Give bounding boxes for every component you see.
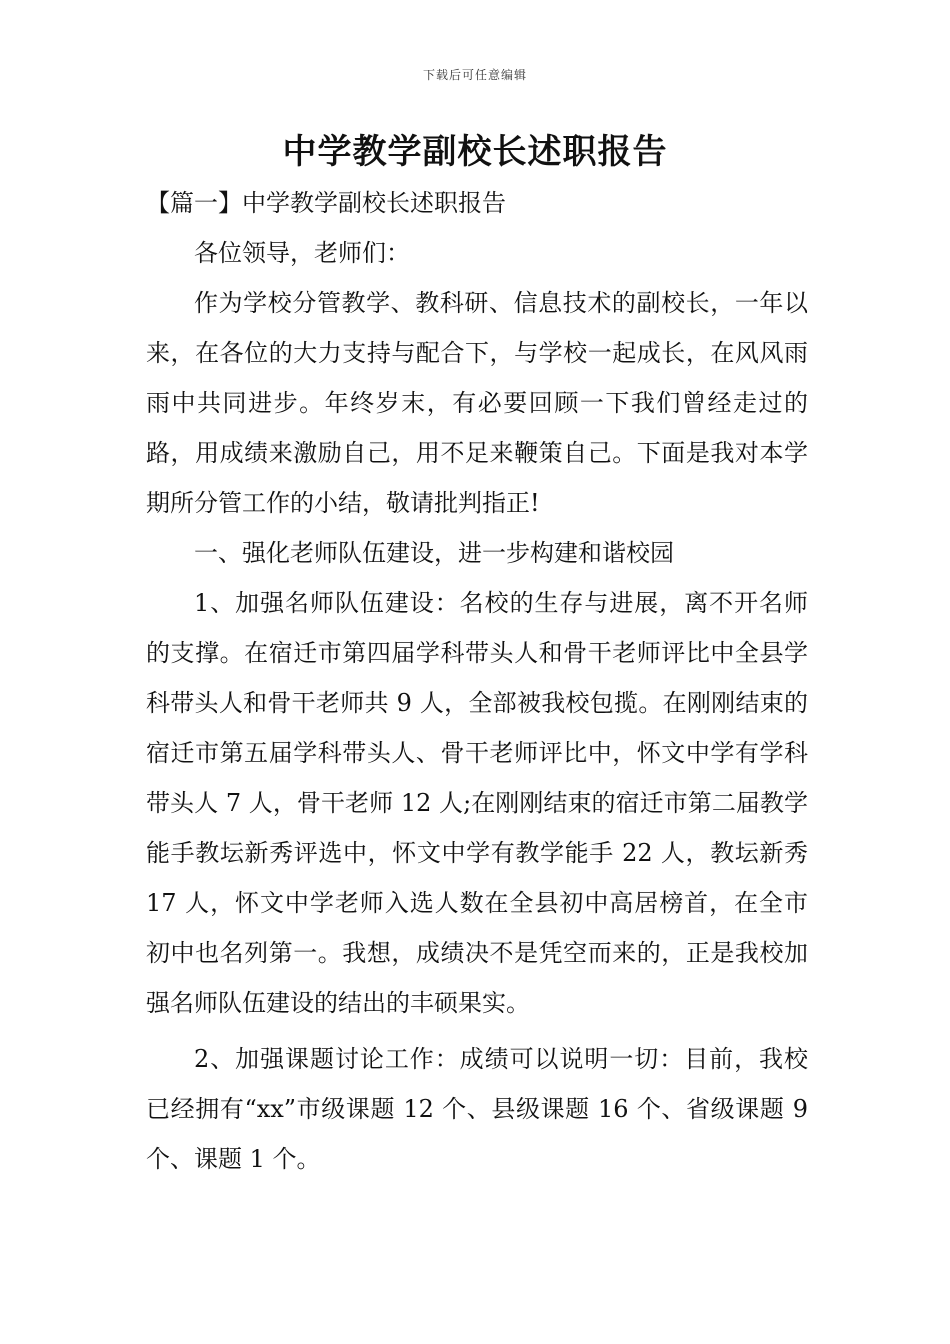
body-paragraph: 1、加强名师队伍建设：名校的生存与进展，离不开名师的支撑。在宿迁市第四届学科带头人和骨干老师评比中全县学科带头人和骨干老师共 9 人，全部被我校包揽。在刚刚结束的宿迁市第五届学科带头人、骨干老师评比中，怀文中学有学科带头人 7 人，骨干老师 12 人;在刚刚结束的宿迁市第二届教学能手教坛新秀评选中，怀文中学有教学能手 22 人，教坛新秀 17 人，怀文中学老师入选人数在全县初中高居榜首，在全市初中也名列第一。我想，成绩决不是凭空而来的，正是我校加强名师队伍建设的结出的丰硕果实。 [146,589,808,1017]
section-heading: 【篇一】中学教学副校长述职报告 [146,189,506,217]
body-paragraph: 作为学校分管教学、教科研、信息技术的副校长，一年以来，在各位的大力支持与配合下，与学校一起成长，在风风雨雨中共同进步。年终岁末，有必要回顾一下我们曾经走过的路，用成绩来激励自己，用不足来鞭策自己。下面是我对本学期所分管工作的小结，敬请批判指正! [146,289,808,517]
header-note: 下载后可任意编辑 [422,68,527,82]
document-body [146,178,808,1184]
body-paragraph: 2、加强课题讨论工作：成绩可以说明一切：目前，我校已经拥有“xx”市级课题 12 个、县级课题 16 个、省级课题 9 个、课题 1 个。 [146,1045,808,1173]
salutation: 各位领导，老师们： [194,239,410,267]
document-title: 中学教学副校长述职报告 [282,132,668,172]
subheading: 一、强化老师队伍建设，进一步构建和谐校园 [194,539,674,567]
